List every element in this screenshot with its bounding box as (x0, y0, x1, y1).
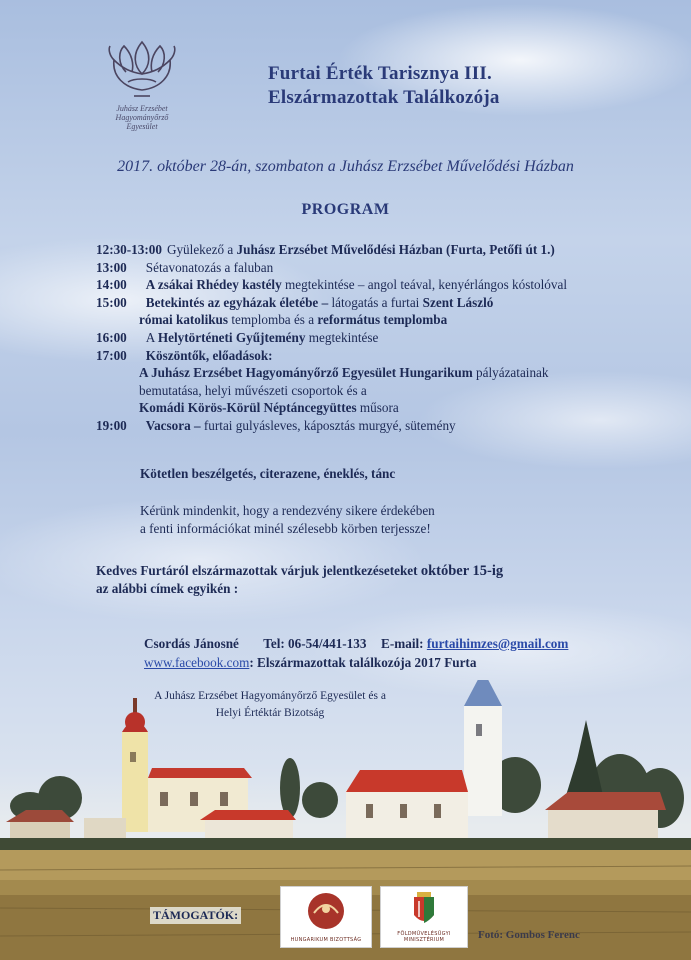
schedule-text-bold: Juhász Erzsébet Művelődési Házban (Furta, Petőfi út 1.) (236, 242, 555, 257)
hungarikum-logo (280, 886, 372, 948)
title-line-2: Elszármazottak Találkozója (268, 87, 500, 108)
lotus-ornament-icon (104, 38, 180, 100)
schedule-time: 15:00 (96, 294, 127, 310)
program-schedule (96, 241, 676, 435)
program-heading: PROGRAM (301, 201, 390, 218)
schedule-time: 16:00 (96, 329, 127, 345)
organizer-line: A Juhász Erzsébet Hagyományőrző Egyesület és a (154, 690, 386, 702)
logo-text-line: Hagyományőrző (115, 113, 169, 122)
ministry-logo (380, 886, 468, 948)
email-label: E-mail: (381, 636, 424, 651)
schedule-text-bold: A Juhász Erzsébet Hagyományőrző Egyesület Hungarikum (139, 365, 473, 381)
schedule-continuation (96, 399, 676, 417)
schedule-text: látogatás a furtai (328, 294, 423, 310)
schedule-text-bold: római katolikus (139, 312, 229, 328)
schedule-text: templomba és a (228, 312, 318, 328)
schedule-text-bold: Komádi Körös-Körül Néptáncegyüttes (139, 400, 357, 416)
event-title (268, 62, 500, 110)
schedule-continuation (96, 311, 676, 329)
right-church (346, 680, 502, 840)
schedule-text: furtai gulyásleves, káposztás murgyé, sütemény (200, 417, 456, 433)
association-logo (98, 38, 186, 131)
logo-text-line: Egyesület (126, 122, 158, 131)
schedule-text-bold: Helytörténeti Gyűjtemény (157, 329, 306, 345)
facebook-link[interactable]: www.facebook.com (144, 655, 250, 670)
schedule-text: A (145, 329, 158, 345)
schedule-text: megtekintése – angol teával, kenyérlángos kóstolóval (281, 277, 567, 293)
schedule-text: Sétavonatozás a faluban (145, 259, 274, 275)
ministry-caption: FÖLDMŰVELÉSÜGYI MINISZTÉRIUM (397, 931, 451, 943)
schedule-text-bold: Szent László (422, 294, 494, 310)
contact-block (144, 634, 568, 672)
hungarikum-emblem-icon (281, 887, 371, 937)
schedule-row (96, 329, 676, 347)
request-paragraph (140, 502, 435, 538)
event-date: 2017. október 28-án, szombaton a Juhász Erzsébet Művelődési Házban (117, 158, 574, 175)
hungarian-coat-of-arms-icon (381, 887, 467, 937)
schedule-time: 14:00 (96, 277, 127, 293)
schedule-text-bold: református templomba (317, 312, 448, 328)
schedule-text-bold: Betekintés az egyházak életébe – (145, 294, 329, 310)
title-line-1: Furtai Érték Tarisznya III. (268, 63, 492, 84)
contact-name: Csordás Jánosné (144, 636, 239, 651)
schedule-row (96, 417, 676, 435)
hungarikum-caption: HUNGARIKUM BIZOTTSÁG (290, 937, 362, 943)
schedule-text: megtekintése (305, 329, 379, 345)
schedule-time: 12:30-13:00 (96, 242, 162, 257)
sponsors-label: TÁMOGATÓK: (150, 907, 241, 924)
informal-program: Kötetlen beszélgetés, citerazene, éneklés, tánc (140, 466, 396, 481)
schedule-time: 19:00 (96, 417, 127, 433)
schedule-row (96, 294, 676, 312)
facebook-page-name: : Elszármazottak találkozója 2017 Furta (249, 655, 477, 670)
schedule-time: 13:00 (96, 259, 127, 275)
schedule-row (96, 347, 676, 365)
registration-text: Kedves Furtáról elszármazottak várjuk jelentkezéseteket (96, 563, 421, 578)
photo-credit: Fotó: Gombos Ferenc (478, 929, 580, 941)
registration-text: az alábbi címek egyikén : (96, 581, 239, 596)
schedule-continuation: bemutatása, helyi művészeti csoportok és a (139, 382, 367, 398)
email-link[interactable]: furtaihimzes@gmail.com (426, 636, 569, 651)
request-line: a fenti információkat minél szélesebb körben terjessze! (140, 521, 431, 536)
schedule-row (96, 276, 676, 294)
logo-text-line: Juhász Erzsébet (116, 104, 168, 113)
organizer-line: Helyi Értéktár Bizotság (215, 707, 325, 719)
schedule-text-bold: Vacsora – (145, 417, 201, 433)
schedule-continuation (96, 364, 676, 382)
contact-phone: Tel: 06-54/441-133 (263, 636, 367, 651)
schedule-text: Gyülekező a (166, 242, 237, 257)
schedule-text: pályázatainak (472, 365, 549, 381)
schedule-row (96, 241, 676, 259)
registration-deadline: október 15-ig (420, 563, 504, 579)
schedule-text-bold: A zsákai Rhédey kastély (145, 277, 282, 293)
schedule-time: 17:00 (96, 347, 127, 363)
request-line: Kérünk mindenkit, hogy a rendezvény sikere érdekében (140, 503, 435, 518)
schedule-row (96, 259, 676, 277)
schedule-text-bold: Köszöntők, előadások: (145, 347, 273, 363)
schedule-text: műsora (356, 400, 399, 416)
registration-note (96, 562, 503, 598)
